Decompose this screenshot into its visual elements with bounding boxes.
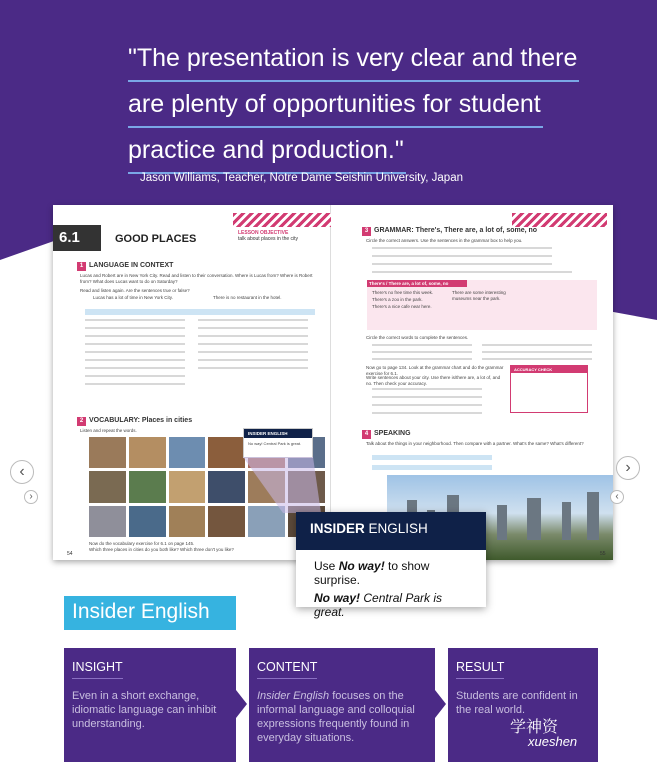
watermark-cn: 学神资 <box>510 719 559 736</box>
unit-number: 6.1 <box>53 225 101 251</box>
page-number-left: 54 <box>67 551 73 557</box>
insider-card-line-1 <box>296 550 486 587</box>
insider-english-small-card <box>243 428 313 458</box>
chevron-right-icon-2 <box>435 690 446 718</box>
insider-line-1-post: to show surprise. <box>314 559 430 587</box>
prev-arrow-button[interactable]: ‹ <box>10 460 34 484</box>
content-body-em: Insider English <box>257 690 330 702</box>
right-page <box>332 205 613 560</box>
small-card-text: No way! Central Park is great. <box>248 441 302 446</box>
testimonial-quote <box>128 36 628 174</box>
insider-card-title <box>296 512 486 550</box>
result-heading: RESULT <box>456 660 504 679</box>
pink-stripe-right <box>512 213 607 227</box>
section-4-heading: 4 SPEAKING <box>362 430 411 439</box>
accuracy-check-title: ACCURACY CHECK <box>511 366 587 373</box>
section-2-a: Listen and repeat the words. <box>80 428 137 433</box>
quote-attribution: Jason Williams, Teacher, Notre Dame Seishin University, Japan <box>140 172 463 184</box>
quote-line-3: practice and production." <box>128 128 406 174</box>
zoom-callout-lines <box>243 455 323 515</box>
grammar-4: There are some interesting museums near the park. <box>452 290 506 301</box>
section-3-d: Write sentences about your city. Use there is/there are, a lot of, and no. Then check your accuracy. <box>366 375 501 386</box>
section-1-heading: 1 LANGUAGE IN CONTEXT <box>77 262 173 271</box>
section-1-b2: There is no restaurant in the hotel. <box>213 295 282 300</box>
insider-line-1-em: No way! <box>338 559 385 573</box>
insider-card-title-rest: ENGLISH <box>364 521 428 536</box>
section-1-b1: Lucas has a lot of time in New York City. <box>93 295 173 300</box>
content-body <box>257 689 427 745</box>
unit-title: GOOD PLACES <box>115 233 197 245</box>
quote-line-1: "The presentation is very clear and there <box>128 36 579 82</box>
grammar-2: There's a zoo in the park. <box>372 297 423 302</box>
insider-line-2-em: No way! <box>314 591 361 605</box>
chevron-right-icon <box>236 690 247 718</box>
section-3-a: Circle the correct answers. Use the sentences in the grammar box to help you. <box>366 238 523 243</box>
grammar-head-text: There's / There are, a lot of, some, no <box>369 281 449 286</box>
section-3-c: Now go to page 134. Look at the grammar chart and do the grammar exercise for 6.1. <box>366 365 504 376</box>
insight-heading: INSIGHT <box>72 660 123 679</box>
page-number-right: 55 <box>600 551 606 557</box>
lesson-objective-label: LESSON OBJECTIVE <box>238 230 289 236</box>
content-body-text: focuses on the informal language and colloquial expressions frequently found in everyday situations. <box>257 690 415 744</box>
section-1-title: LANGUAGE IN CONTEXT <box>89 262 174 269</box>
quote-line-2: are plenty of opportunities for student <box>128 82 543 128</box>
insight-panel <box>64 648 236 762</box>
insider-card-line-2 <box>296 587 486 619</box>
next-small-button[interactable]: ‹ <box>610 490 624 504</box>
dialog-text <box>73 305 321 395</box>
content-panel <box>249 648 435 762</box>
prev-small-button[interactable]: › <box>24 490 38 504</box>
section-4-title: SPEAKING <box>374 430 411 437</box>
lesson-objective-text: talk about places in the city <box>238 236 299 242</box>
section-4-a: Talk about the things in your neighborhood. Then compare with a partner. What's the same? What's different? <box>366 441 584 446</box>
lesson-objective <box>238 230 328 242</box>
watermark-en: xueshen <box>528 734 578 749</box>
pink-stripe <box>233 213 331 227</box>
section-3-b: Circle the correct words to complete the sentences. <box>366 335 469 340</box>
grammar-1: There's no free time this week. <box>372 290 434 295</box>
accuracy-check-box <box>510 365 588 413</box>
grammar-3: There's a nice cafe near here. <box>372 304 432 309</box>
section-3-title: GRAMMAR: There's, There are, a lot of, some, no <box>374 227 538 234</box>
section-2-b: Now do the vocabulary exercise for 6.1 on page 145. <box>89 541 195 546</box>
insider-english-card <box>296 512 486 619</box>
insider-card-title-bold: INSIDER <box>310 521 365 536</box>
insider-line-1-pre: Use <box>314 559 339 573</box>
insider-english-label: Insider English <box>64 596 236 630</box>
section-2-title: VOCABULARY: Places in cities <box>89 417 193 424</box>
content-heading: CONTENT <box>257 660 317 679</box>
result-body: Students are confident in the real world. <box>456 690 578 716</box>
section-3-heading: 3 GRAMMAR: There's, There are, a lot of, some, no <box>362 227 537 236</box>
section-2-heading: 2 VOCABULARY: Places in cities <box>77 417 192 426</box>
section-1-b: Read and listen again. Are the sentences true or false? <box>80 288 190 293</box>
textbook-spread <box>53 205 613 560</box>
insider-line-2-post: Central Park is great. <box>314 591 443 619</box>
insight-body: Even in a short exchange, idiomatic language can inhibit understanding. <box>72 690 217 730</box>
section-2-c: Which three places in cities do you both like? Which three don't you like? <box>89 547 234 552</box>
section-1-a: Lucas and Robert are in New York City. Read and listen to their conversation. Where is Lucas from? Where is Robert from? What does Lucas want to do on Saturday? <box>80 273 313 284</box>
next-arrow-button[interactable]: › <box>616 456 640 480</box>
small-card-title: INSIDER ENGLISH <box>244 429 312 438</box>
